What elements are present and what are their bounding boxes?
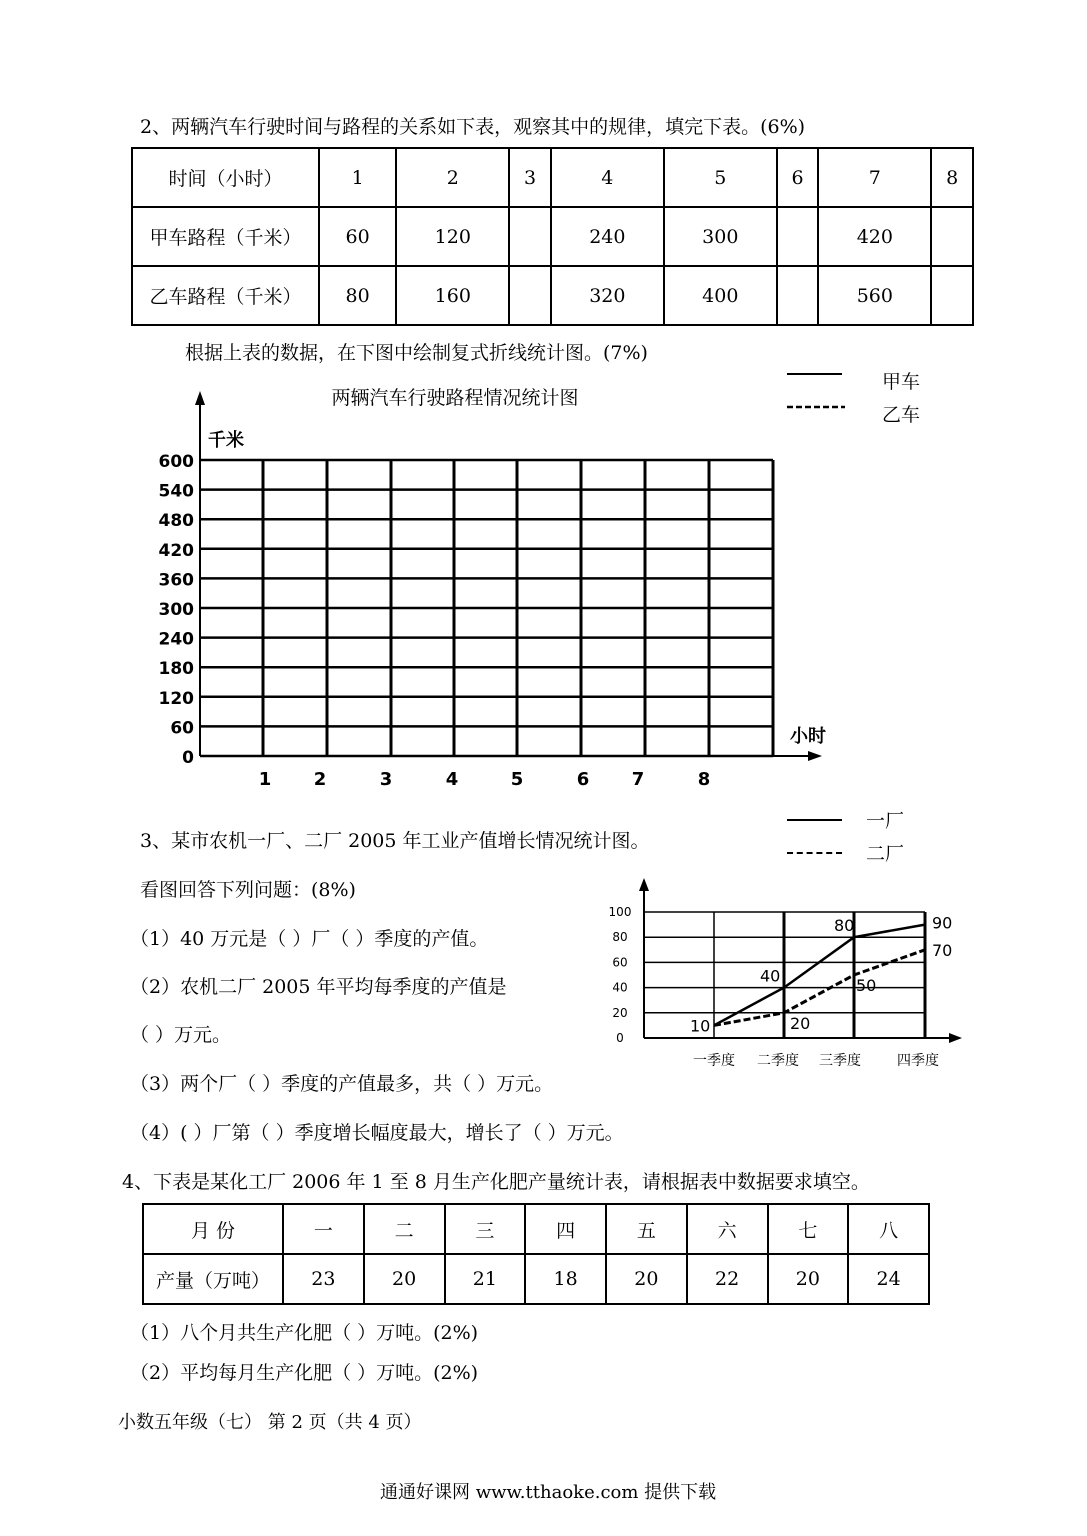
- q2-y-tick-label: 420: [158, 540, 194, 561]
- q4-value-cell: 21: [445, 1254, 526, 1304]
- q2-chart-title: 两辆汽车行驶路程情况统计图: [331, 387, 579, 409]
- q2-row-header-hours: 时间（小时）: [132, 148, 319, 207]
- q2-x-tick-label: 1: [258, 769, 272, 790]
- q3-title: 3、某市农机一厂、二厂 2005 年工业产值增长情况统计图。: [140, 830, 650, 852]
- q2-x-tick-label: 6: [576, 769, 590, 790]
- q3-line-chart: [600, 870, 980, 1080]
- q2-hour-cell: 2: [396, 148, 509, 207]
- q3-legend-dashed-line: [787, 852, 842, 854]
- q2-chart-gridlines: [200, 460, 773, 756]
- q2-legend-jia: 甲车: [882, 371, 921, 393]
- q2-yi-cell: 400: [664, 266, 777, 325]
- q2-hour-cell: 8: [931, 148, 973, 207]
- q2-x-tick-label: 7: [631, 769, 645, 790]
- q2-y-tick-label: 600: [158, 452, 194, 472]
- q2-hour-cell: 7: [818, 148, 931, 207]
- q2-chart-xlabel: 小时: [790, 726, 826, 747]
- q2-row-header-jia: 甲车路程（千米）: [132, 207, 319, 266]
- q3-legend-factory-2: 二厂: [866, 843, 905, 865]
- q2-yi-cell: 80: [319, 266, 396, 325]
- q3-y-tick-label: 40: [612, 980, 628, 995]
- q3-y-tick-label: 60: [612, 955, 628, 970]
- q2-x-tick-label: 2: [313, 769, 327, 790]
- q3-point-label: 90: [932, 913, 953, 933]
- q2-jia-cell: 300: [664, 207, 777, 266]
- q3-series-factory-1-line: [714, 925, 925, 1026]
- q2-yi-cell: 160: [396, 266, 509, 325]
- q2-row-header-yi: 乙车路程（千米）: [132, 266, 319, 325]
- q4-month-cell: 八: [848, 1204, 929, 1254]
- q4-item-2: （2）平均每月生产化肥（ ）万吨。(2%): [130, 1362, 479, 1384]
- q2-instruction: 根据上表的数据，在下图中绘制复式折线统计图。(7%): [185, 342, 648, 364]
- q2-hour-cell: 5: [664, 148, 777, 207]
- q3-item-1: （1）40 万元是（ ）厂（ ）季度的产值。: [130, 928, 489, 950]
- q3-legend-factory-1: 一厂: [866, 810, 905, 832]
- q4-month-cell: 五: [606, 1204, 687, 1254]
- q2-y-tick-label: 120: [158, 688, 194, 709]
- q3-y-tick-label: 0: [616, 1031, 624, 1045]
- q3-point-label: 20: [790, 1013, 811, 1033]
- q3-x-axis-arrow-icon: [949, 1033, 962, 1043]
- q4-value-cell: 20: [606, 1254, 687, 1304]
- q4-value-cell: 24: [848, 1254, 929, 1304]
- q3-x-tick-label: 三季度: [819, 1053, 861, 1069]
- q4-month-cell: 六: [687, 1204, 768, 1254]
- q3-x-tick-label: 四季度: [897, 1053, 939, 1069]
- q2-x-tick-label: 8: [697, 769, 711, 790]
- q2-x-tick-label: 5: [510, 769, 524, 790]
- q3-x-tick-label: 二季度: [757, 1053, 799, 1069]
- q4-table: [142, 1203, 930, 1305]
- q4-month-cell: 一: [283, 1204, 364, 1254]
- q2-x-tick-label: 4: [445, 769, 459, 790]
- q3-point-label: 40: [760, 966, 781, 986]
- q4-item-1: （1）八个月共生产化肥（ ）万吨。(2%): [130, 1322, 479, 1344]
- q2-jia-cell: 60: [319, 207, 396, 266]
- q2-y-tick-label: 0: [182, 748, 194, 768]
- q3-point-label: 70: [932, 940, 953, 960]
- q3-item-2: （2）农机二厂 2005 年平均每季度的产值是: [130, 976, 507, 998]
- q2-x-tick-label: 3: [379, 769, 393, 790]
- q4-row-label: 产量（万吨）: [143, 1254, 283, 1304]
- q2-y-tick-label: 60: [170, 718, 194, 739]
- q4-value-cell: 23: [283, 1254, 364, 1304]
- q2-x-axis-arrow-icon: [808, 751, 822, 761]
- q4-value-cell: 20: [364, 1254, 445, 1304]
- q3-item-4: （4）( ）厂第（ ）季度增长幅度最大，增长了（ ）万元。: [130, 1122, 624, 1144]
- q2-y-tick-label: 240: [158, 629, 194, 650]
- q3-legend-solid-line: [787, 819, 842, 821]
- page-footer: 小数五年级（七） 第 2 页（共 4 页）: [118, 1412, 422, 1433]
- q3-y-axis-arrow-icon: [639, 878, 649, 891]
- q3-y-tick-label: 100: [608, 905, 632, 919]
- q2-hour-cell: 3: [509, 148, 551, 207]
- q2-jia-cell: 120: [396, 207, 509, 266]
- q4-month-cell: 三: [445, 1204, 526, 1254]
- q2-jia-cell: 240: [551, 207, 664, 266]
- q2-hour-cell: 6: [777, 148, 819, 207]
- q2-hour-cell: 1: [319, 148, 396, 207]
- q3-item-2-blank: （ ）万元。: [130, 1024, 232, 1046]
- q2-y-tick-label: 180: [158, 659, 194, 680]
- q2-legend-yi: 乙车: [882, 404, 921, 426]
- q4-value-cell: 18: [525, 1254, 606, 1304]
- q4-header-label: 月 份: [143, 1204, 283, 1254]
- q4-value-cell: 20: [768, 1254, 849, 1304]
- q3-point-label: 80: [834, 916, 855, 936]
- q2-y-tick-label: 480: [158, 511, 194, 532]
- q4-value-cell: 22: [687, 1254, 768, 1304]
- q2-yi-cell: 320: [551, 266, 664, 325]
- q2-y-tick-label: 300: [158, 600, 194, 620]
- q4-month-cell: 七: [768, 1204, 849, 1254]
- q4-month-cell: 二: [364, 1204, 445, 1254]
- q2-chart-ylabel: 千米: [208, 430, 244, 451]
- q2-hour-cell: 4: [551, 148, 664, 207]
- q3-point-label: 10: [690, 1016, 711, 1036]
- q2-y-axis-arrow-icon: [195, 391, 205, 405]
- q4-month-cell: 四: [525, 1204, 606, 1254]
- q3-item-3: （3）两个厂（ ）季度的产值最多，共（ ）万元。: [130, 1073, 554, 1095]
- q4-title: 4、下表是某化工厂 2006 年 1 至 8 月生产化肥产量统计表，请根据表中数据要求填空。: [122, 1171, 870, 1193]
- q2-y-tick-label: 360: [158, 570, 194, 591]
- q2-yi-cell: 560: [818, 266, 931, 325]
- q2-y-tick-label: 540: [158, 481, 194, 502]
- q3-prompt: 看图回答下列问题：(8%): [140, 879, 356, 901]
- q3-y-tick-label: 20: [612, 1005, 628, 1020]
- q3-point-label: 50: [856, 976, 877, 995]
- q2-jia-cell: 420: [818, 207, 931, 266]
- q3-y-tick-label: 80: [612, 930, 628, 945]
- download-credit: 通通好课网 www.tthaoke.com 提供下载: [380, 1482, 717, 1503]
- q2-title: 2、两辆汽车行驶时间与路程的关系如下表，观察其中的规律，填完下表。(6%): [140, 116, 806, 138]
- q3-x-tick-label: 一季度: [693, 1053, 735, 1069]
